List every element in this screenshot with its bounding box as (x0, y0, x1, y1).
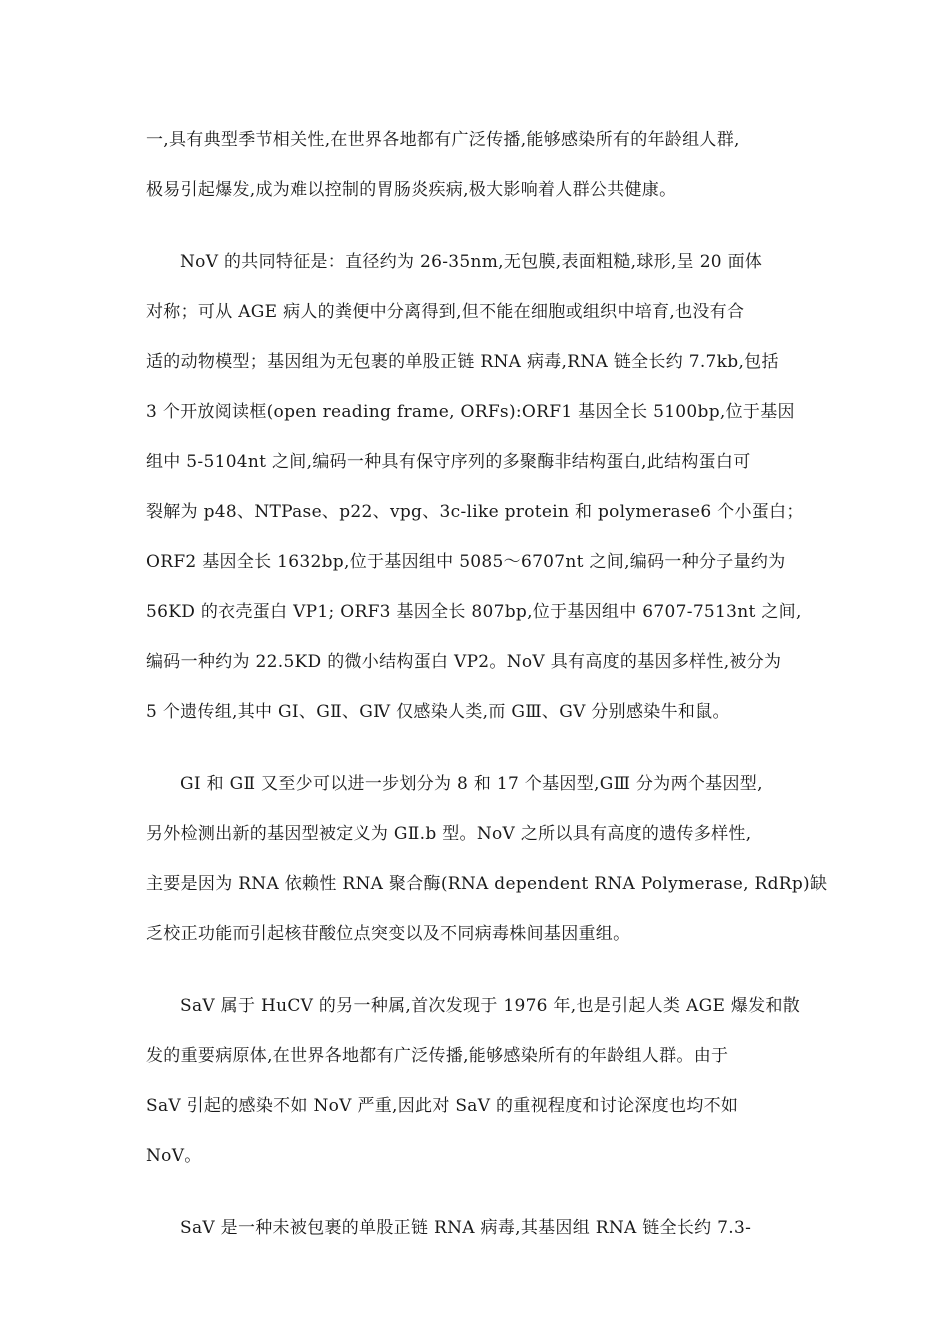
text-line: 发的重要病原体,在世界各地都有广泛传播,能够感染所有的年龄组人群。由于 (146, 1046, 729, 1066)
paragraph-4 (146, 991, 810, 1191)
paragraph-2 (146, 247, 810, 747)
text-line: 裂解为 p48、NTPase、p22、vpg、3c-like protein 和 polymerase6 个小蛋白； (146, 502, 804, 522)
paragraph-3 (146, 769, 828, 969)
text-line: SaV 引起的感染不如 NoV 严重,因此对 SaV 的重视程度和讨论深度也均不如 (146, 1096, 739, 1116)
text-line: 另外检测出新的基因型被定义为 GⅡ.b 型。NoV 之所以具有高度的遗传多样性, (146, 824, 752, 844)
text-line: 56KD 的衣壳蛋白 VP1; ORF3 基因全长 807bp,位于基因组中 6707-7513nt 之间, (146, 602, 802, 622)
body-text (146, 125, 828, 1263)
text-line: 组中 5-5104nt 之间,编码一种具有保守序列的多聚酶非结构蛋白,此结构蛋白可 (146, 452, 751, 472)
text-line: GⅠ 和 GⅡ 又至少可以进一步划分为 8 和 17 个基因型,GⅢ 分为两个基因型, (180, 774, 763, 794)
text-line: 极易引起爆发,成为难以控制的胃肠炎疾病,极大影响着人群公共健康。 (146, 180, 677, 200)
text-line: 3 个开放阅读框(open reading frame, ORFs):ORF1 基因全长 5100bp,位于基因 (146, 402, 795, 422)
text-line: 适的动物模型；基因组为无包裹的单股正链 RNA 病毒,RNA 链全长约 7.7kb,包括 (146, 352, 779, 372)
text-line: 5 个遗传组,其中 GⅠ、GⅡ、GⅣ 仅感染人类,而 GⅢ、GⅤ 分别感染牛和鼠。 (146, 702, 730, 722)
text-line: 编码一种约为 22.5KD 的微小结构蛋白 VP2。NoV 具有高度的基因多样性,被分为 (146, 652, 782, 672)
text-line: 对称；可从 AGE 病人的粪便中分离得到,但不能在细胞或组织中培育,也没有合 (146, 302, 745, 322)
text-line: 主要是因为 RNA 依赖性 RNA 聚合酶(RNA dependent RNA Polymerase, RdRp)缺 (146, 874, 828, 894)
text-line: SaV 是一种未被包裹的单股正链 RNA 病毒,其基因组 RNA 链全长约 7.3- (180, 1218, 752, 1238)
text-line: SaV 属于 HuCV 的另一种属,首次发现于 1976 年,也是引起人类 AGE 爆发和散 (180, 996, 801, 1016)
text-line: 乏校正功能而引起核苷酸位点突变以及不同病毒株间基因重组。 (146, 924, 631, 944)
text-line: NoV。 (146, 1146, 202, 1166)
text-line: NoV 的共同特征是：直径约为 26-35nm,无包膜,表面粗糙,球形,呈 20 面体 (180, 252, 763, 272)
text-line: 一,具有典型季节相关性,在世界各地都有广泛传播,能够感染所有的年龄组人群, (146, 130, 740, 150)
text-line: ORF2 基因全长 1632bp,位于基因组中 5085～6707nt 之间,编码一种分子量约为 (146, 552, 786, 572)
paragraph-1 (146, 125, 810, 225)
paragraph-5 (146, 1213, 810, 1263)
